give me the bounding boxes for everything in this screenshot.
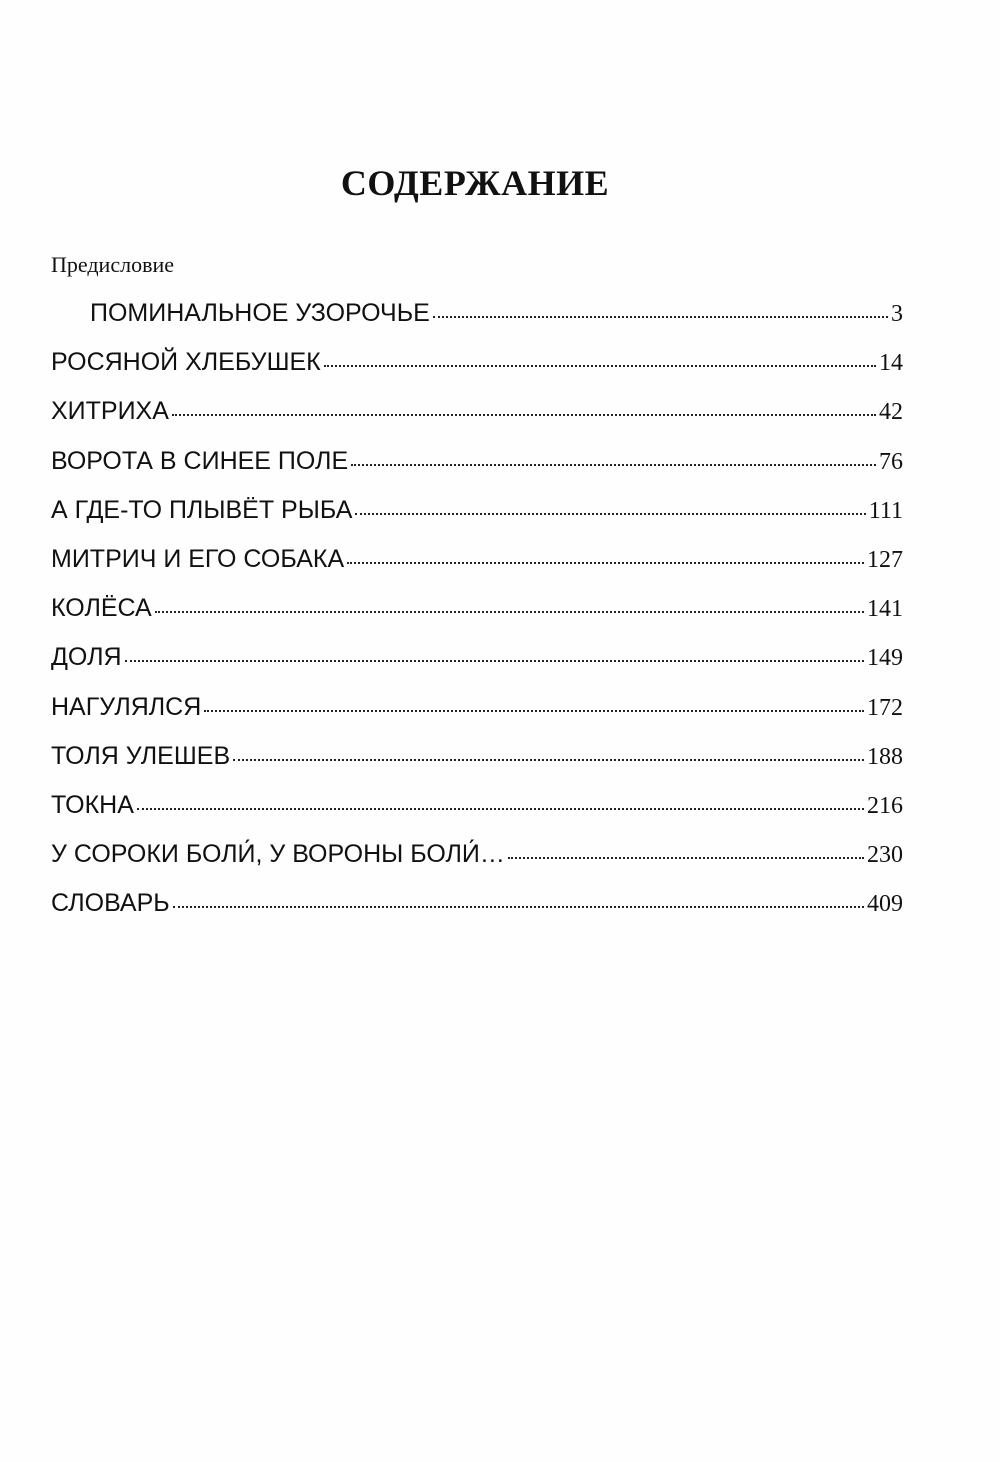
toc-entry-title: ТОЛЯ УЛЕШЕВ <box>51 741 231 770</box>
toc-entry-page: 149 <box>867 645 903 672</box>
toc-entry-title: СЛОВАРЬ <box>51 889 170 918</box>
toc-entry-title: РОСЯНОЙ ХЛЕБУШЕК <box>51 348 321 377</box>
toc-entry[interactable] <box>51 637 903 686</box>
table-of-contents <box>51 293 903 932</box>
dot-leader <box>351 464 876 466</box>
toc-entry-title: КОЛЁСА <box>51 594 152 623</box>
toc-entry-title: А ГДЕ-ТО ПЛЫВЁТ РЫБА <box>51 495 353 524</box>
dot-leader <box>125 660 864 662</box>
toc-entry[interactable] <box>51 539 903 588</box>
toc-entry-title: ДОЛЯ <box>51 643 122 672</box>
toc-entry[interactable] <box>51 391 903 440</box>
toc-entry[interactable] <box>51 736 903 785</box>
toc-entry-title: ПОМИНАЛЬНОЕ УЗОРОЧЬЕ <box>90 299 430 327</box>
toc-entry[interactable] <box>51 441 903 490</box>
toc-entry-page: 127 <box>867 546 903 573</box>
toc-entry-page: 188 <box>867 743 903 770</box>
toc-entry-page: 111 <box>868 497 903 524</box>
dot-leader <box>433 316 888 318</box>
toc-entry-title: ТОКНА <box>51 790 134 819</box>
toc-entry-title: У СОРОКИ БОЛИ́, У ВОРОНЫ БОЛИ́… <box>51 840 505 869</box>
dot-leader <box>137 808 864 810</box>
dot-leader <box>155 611 864 613</box>
toc-entry[interactable] <box>51 342 903 391</box>
toc-entry-page: 409 <box>867 891 903 918</box>
toc-entry-page: 14 <box>879 350 903 377</box>
preface-label: Предисловие <box>51 252 174 277</box>
toc-entry[interactable] <box>51 687 903 736</box>
toc-entry-page: 3 <box>891 301 903 327</box>
dot-leader <box>173 906 864 908</box>
dot-leader <box>172 414 876 416</box>
toc-entry-title: ВОРОТА В СИНЕЕ ПОЛЕ <box>51 446 349 475</box>
toc-entry[interactable] <box>51 834 903 883</box>
dot-leader <box>355 513 865 515</box>
toc-entry-page: 216 <box>867 792 903 819</box>
toc-entry-page: 141 <box>867 596 903 623</box>
toc-entry-title: НАГУЛЯЛСЯ <box>51 692 202 721</box>
toc-entry[interactable] <box>51 490 903 539</box>
toc-entry[interactable] <box>51 293 903 342</box>
toc-entry-page: 42 <box>879 399 903 426</box>
dot-leader <box>347 562 864 564</box>
dot-leader <box>233 759 864 761</box>
toc-entry[interactable] <box>51 588 903 637</box>
toc-entry-page: 230 <box>867 842 903 869</box>
toc-entry-title: ХИТРИХА <box>51 397 169 426</box>
dot-leader <box>324 365 876 367</box>
toc-entry-title: МИТРИЧ И ЕГО СОБАКА <box>51 544 345 573</box>
dot-leader <box>508 857 864 859</box>
toc-entry-page: 172 <box>867 694 903 721</box>
dot-leader <box>204 710 864 712</box>
toc-entry[interactable] <box>51 785 903 834</box>
toc-entry[interactable] <box>51 883 903 932</box>
toc-entry-page: 76 <box>879 448 903 475</box>
page-title: СОДЕРЖАНИЕ <box>340 163 610 203</box>
